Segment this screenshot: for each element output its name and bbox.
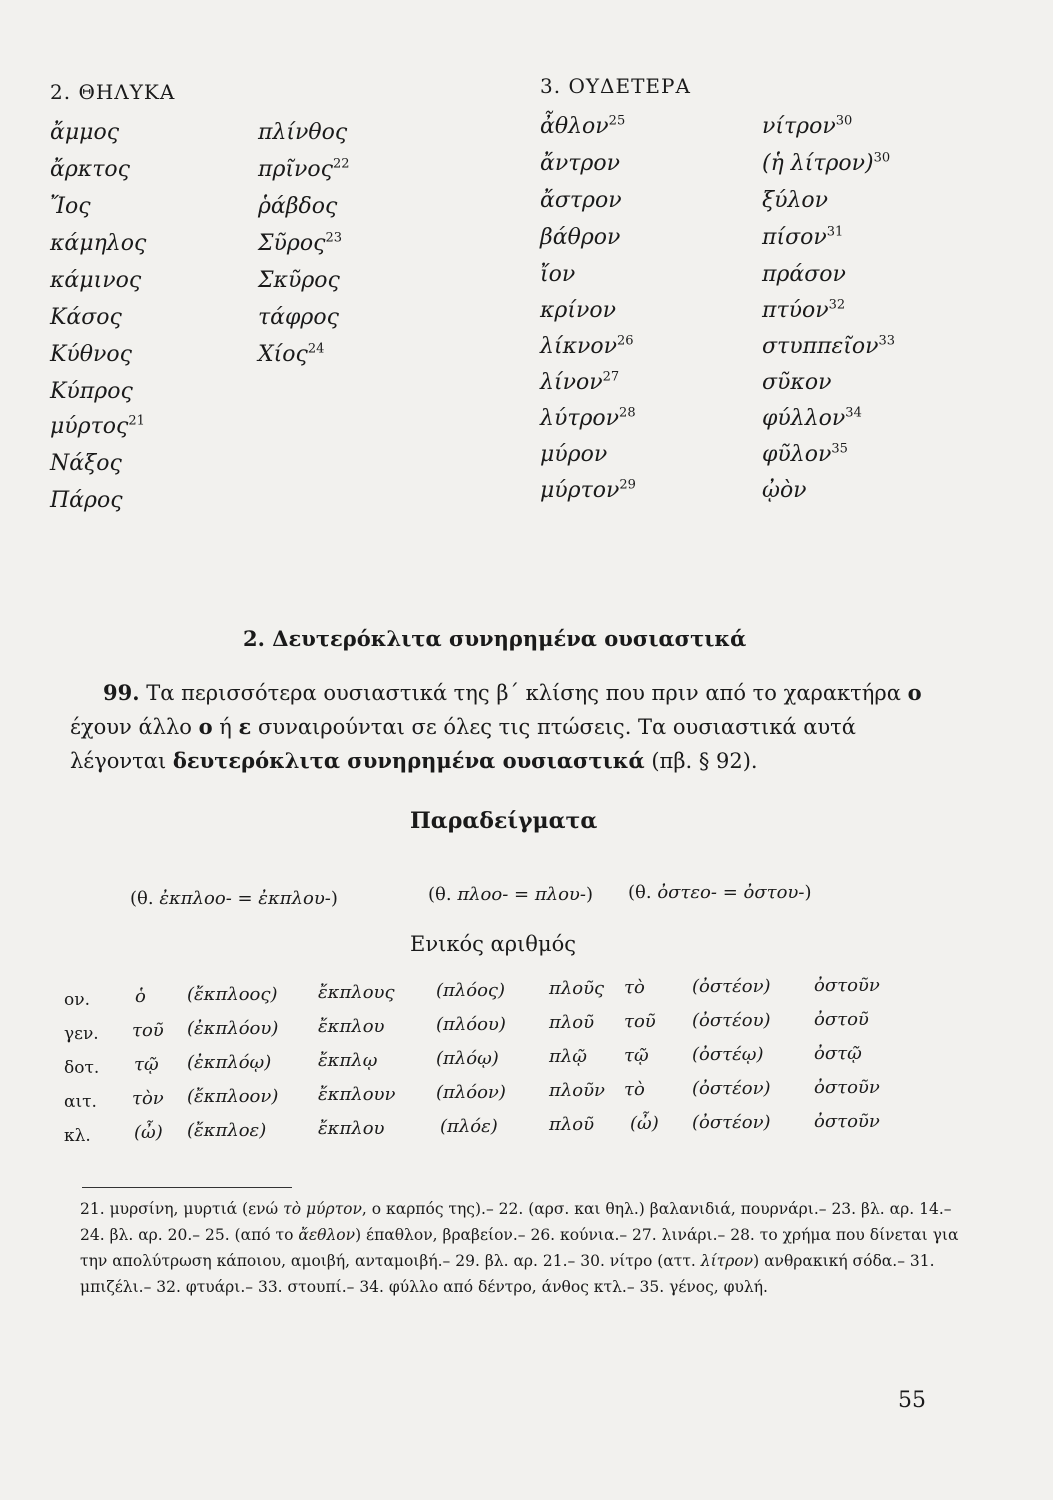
word-item: ᾠὸν: [762, 478, 807, 503]
word-item: ἆθλον$^{25}$: [540, 113, 626, 139]
word-item: τάφρος: [258, 305, 339, 330]
word-item: ἄρκτος: [50, 157, 130, 182]
article: τοῦ: [624, 1011, 656, 1032]
feminine-heading: 2. ΘΗΛΥΚΑ: [50, 80, 176, 104]
word-item: ἄντρον: [540, 151, 620, 176]
article: τοῦ: [132, 1020, 164, 1041]
word-item: μύρτος$^{21}$: [50, 413, 145, 439]
word-item: ῥάβδος: [258, 194, 338, 219]
contracted-form: ἔκπλους: [318, 982, 395, 1003]
uncontracted-form: (ὀστέον): [692, 1078, 771, 1099]
contracted-form: ὀστῷ: [814, 1043, 862, 1064]
contracted-form: ἔκπλου: [318, 1118, 385, 1139]
contracted-form: πλοῦν: [549, 1080, 605, 1101]
article: τῷ: [134, 1054, 159, 1075]
article: ὁ: [135, 986, 146, 1007]
word-item: Κύπρος: [50, 379, 133, 404]
word-item: πρῖνος$^{22}$: [258, 156, 350, 182]
contracted-form: ὀστοῦ: [814, 1009, 869, 1030]
word-item: πίσον$^{31}$: [762, 224, 844, 250]
uncontracted-form: (ἐκπλόῳ): [187, 1052, 272, 1073]
paragraph-99: 99. Τα περισσότερα ουσιαστικά της β΄ κλίσης που πριν από το χαρακτήρα ο έχουν άλλο ο ή ε συναιρούνται σε όλες τις πτώσεις. Τα ουσιαστικά αυτά λέγονται δευτερόκλιτα συνηρημένα ουσιαστικά (πβ. § 92).: [70, 680, 922, 773]
contracted-form: ἔκπλουν: [318, 1084, 396, 1105]
stem-ekplous: (θ. ἐκπλοο- = ἐκπλου-): [130, 888, 338, 909]
article: τὸν: [132, 1088, 164, 1109]
word-item: ἄμμος: [50, 120, 120, 145]
case-label: δοτ.: [64, 1058, 100, 1078]
word-item: φῦλον$^{35}$: [762, 441, 848, 467]
uncontracted-form: (ἔκπλοον): [187, 1086, 279, 1107]
word-item: λύτρον$^{28}$: [540, 405, 636, 431]
word-item: βάθρον: [540, 225, 621, 250]
uncontracted-form: (ἐκπλόου): [187, 1018, 279, 1039]
singular-heading: Ενικός αριθμός: [410, 932, 576, 956]
contracted-form: ὀστοῦν: [814, 1077, 880, 1098]
uncontracted-form: (πλόος): [436, 980, 506, 1001]
word-item: Ἴος: [50, 194, 91, 219]
word-item: Νάξος: [50, 451, 122, 476]
uncontracted-form: (ὀστέου): [692, 1010, 771, 1031]
examples-title: Παραδείγματα: [410, 808, 598, 834]
uncontracted-form: (ὀστέῳ): [692, 1044, 764, 1065]
footnotes: 21. μυρσίνη, μυρτιά (ενώ τὸ μύρτον, ο καρπός της).– 22. (αρσ. και θηλ.) βαλανιδιά, πουρνάρι.– 23. βλ. αρ. 14.– 24. βλ. αρ. 20.– 25. (από το ἄεθλον) έπαθλον, βραβείον.– 26. κούνια.– 27. λινάρι.– 28. το χρήμα που δίνεται για την απολύτρωση κάποιου, αμοιβή, ανταμοιβή.– 29. βλ. αρ. 21.– 30. νίτρο (αττ. λίτρον) ανθρακική σόδα.– 31. μπιζέλι.– 32. φτυάρι.– 33. στουπί.– 34. φύλλο από δέντρο, άνθος κτλ.– 35. γένος, φυλή.: [80, 1200, 959, 1296]
word-item: λίνον$^{27}$: [540, 369, 620, 395]
paragraph-number: 99.: [103, 680, 140, 705]
footnote-divider: [82, 1187, 292, 1188]
word-item: Κύθνος: [50, 342, 132, 367]
contracted-form: πλοῦ: [549, 1012, 595, 1033]
word-item: πτύον$^{32}$: [762, 297, 846, 323]
contracted-form: πλῷ: [549, 1046, 587, 1067]
section-title: 2. Δευτερόκλιτα συνηρημένα ουσιαστικά: [243, 626, 747, 651]
word-item: Σῦρος$^{23}$: [258, 230, 342, 256]
uncontracted-form: (πλόῳ): [436, 1048, 499, 1069]
word-item: στυππεῖον$^{33}$: [762, 333, 896, 359]
uncontracted-form: (πλόου): [436, 1014, 506, 1035]
word-item: ξύλον: [762, 188, 829, 213]
word-item: μύρτον$^{29}$: [540, 477, 636, 503]
word-item: νίτρον$^{30}$: [762, 113, 853, 139]
word-item: (ἡ λίτρον)$^{30}$: [762, 150, 891, 176]
page-number: 55: [898, 1388, 926, 1413]
uncontracted-form: (πλόον): [436, 1082, 506, 1103]
word-item: κρίνον: [540, 298, 616, 323]
article: τῷ: [624, 1045, 649, 1066]
word-item: ἄστρον: [540, 188, 622, 213]
case-label: αιτ.: [64, 1092, 97, 1112]
contracted-form: πλοῦ: [549, 1114, 595, 1135]
word-item: πράσον: [762, 262, 846, 287]
article: τὸ: [624, 977, 645, 998]
word-item: φύλλον$^{34}$: [762, 405, 862, 431]
article: (ὦ): [630, 1113, 659, 1134]
word-item: πλίνθος: [258, 120, 348, 145]
word-item: Σκῦρος: [258, 268, 340, 293]
uncontracted-form: (ἔκπλοος): [187, 984, 278, 1005]
word-item: μύρον: [540, 442, 608, 467]
uncontracted-form: (ὀστέον): [692, 976, 771, 997]
contracted-form: ὀστοῦν: [814, 975, 880, 996]
word-item: κάμινος: [50, 268, 142, 293]
word-item: σῦκον: [762, 370, 832, 395]
word-item: Κάσος: [50, 305, 122, 330]
contracted-form: ἔκπλῳ: [318, 1050, 378, 1071]
uncontracted-form: (πλόε): [440, 1116, 498, 1137]
contracted-form: ὀστοῦν: [814, 1111, 880, 1132]
word-item: ἴον: [540, 262, 576, 287]
case-label: κλ.: [64, 1126, 91, 1146]
stem-plous: (θ. πλοο- = πλου-): [428, 884, 593, 905]
uncontracted-form: (ἔκπλοε): [187, 1120, 267, 1141]
word-item: λίκνον$^{26}$: [540, 333, 634, 359]
case-label: γεν.: [64, 1024, 99, 1044]
case-label: ον.: [64, 990, 90, 1010]
stem-ostoun: (θ. ὀστεο- = ὀστου-): [628, 882, 812, 903]
article: (ὦ): [134, 1122, 163, 1143]
article: τὸ: [624, 1079, 645, 1100]
word-item: Χίος$^{24}$: [258, 341, 325, 367]
uncontracted-form: (ὀστέον): [692, 1112, 771, 1133]
word-item: κάμηλος: [50, 231, 147, 256]
contracted-form: ἔκπλου: [318, 1016, 385, 1037]
word-item: Πάρος: [50, 488, 123, 513]
contracted-form: πλοῦς: [549, 978, 605, 999]
neuter-heading: 3. ΟΥΔΕΤΕΡΑ: [540, 74, 691, 98]
